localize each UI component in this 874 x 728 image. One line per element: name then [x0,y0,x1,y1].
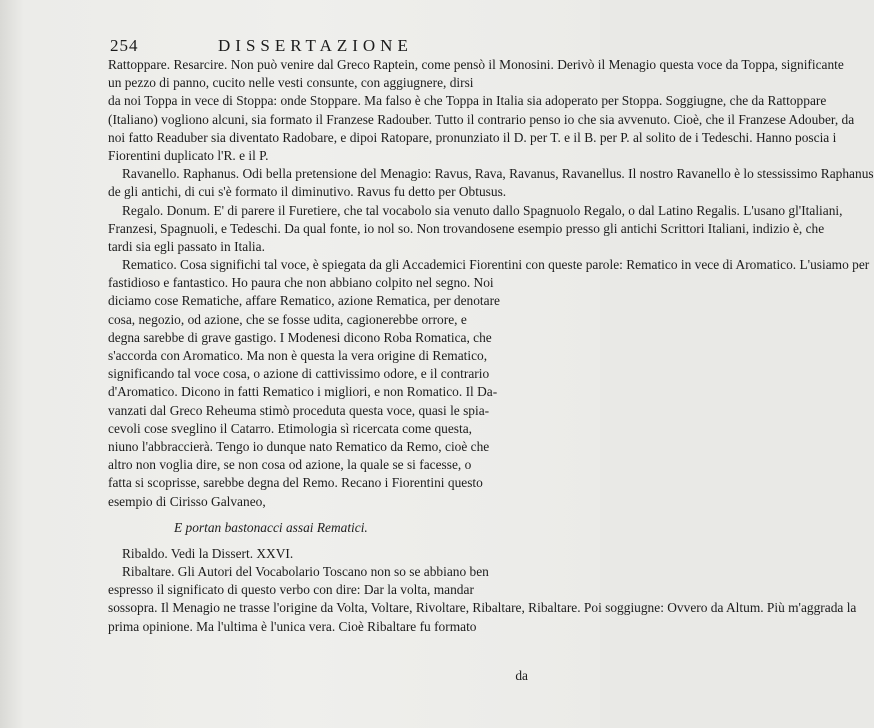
entry-ravanello: Ravanello. Raphanus. Odi bella pretensione del Menagio: Ravus, Rava, Ravanus, Ravanellus. Il nostro Ravanello è lo stessissimo Raphanus [122,166,874,182]
text-line: Fiorentini duplicato l'R. e il P. [108,147,269,163]
body-text [108,56,874,636]
spacer [108,537,548,545]
text-line: diciamo cose Rematiche, affare Rematico, azione Rematica, per denotare [108,293,500,309]
entry-rematico: Rematico. Cosa significhi tal voce, è spiegata da gli Accademici Fiorentini con queste parole: Rematico in vece di Aromatico. L'usiamo per [122,257,870,273]
text-line: vanzati dal Greco Reheuma stimò proceduta questa voce, quasi le spia- [108,402,490,418]
text-line: niuno l'abbraccierà. Tengo io dunque nato Rematico da Remo, cioè che [108,438,490,454]
text-line: s'accorda con Aromatico. Ma non è questa la vera origine di Rematico, [108,348,488,363]
text-line: esempio di Cirisso Galvaneo, [108,493,266,509]
text-line: prima opinione. Ma l'ultima è l'unica vera. Cioè Ribaltare fu formato [108,618,477,634]
entry-regalo: Regalo. Donum. E' di parere il Furetiere, che tal vocabolo sia venuto dallo Spagnuolo Regalo, o dal Latino Regalis. L'usano gl'Italiani, [122,202,843,218]
text-line: Rattoppare. Resarcire. Non può venire dal Greco Raptein, come pensò il Monosini. Derivò il Menagio questa voce da Toppa, significante [108,57,844,72]
text-line: significando tal voce cosa, o azione di cattivissimo odore, e il contrario [108,366,490,382]
text-line: (Italiano) vogliono alcuni, sia formato il Franzese Radouber. Tutto il contrario penso io che sia avvenuto. Cioè, che il Franzese Adouber, da [108,111,855,127]
spacer [108,511,548,519]
text-line: fatta si scoprisse, sarebbe degna del Remo. Recano i Fiorentini questo [108,475,483,491]
page-number: 254 [110,36,139,55]
text-line: de gli antichi, di cui s'è formato il diminutivo. Ravus fu detto per Obtusus. [108,184,507,200]
text-line: d'Aromatico. Dicono in fatti Rematico i migliori, e non Romatico. Il Da- [108,384,498,400]
text-line: degna sarebbe di grave gastigo. I Modenesi dicono Roba Romatica, che [108,329,492,345]
page-header [110,36,538,56]
entry-ribaldo: Ribaldo. Vedi la Dissert. XXVI. [122,545,294,561]
text-line: altro non voglia dire, se non cosa od azione, la quale se si facesse, o [108,457,472,473]
text-line: espresso il significato di questo verbo con dire: Dar la volta, mandar [108,582,474,598]
text-line: un pezzo di panno, cucito nelle vesti consunte, con aggiugnere, dirsi [108,75,474,91]
verse-quote: E portan bastonacci assai Rematici. [174,519,368,535]
entry-ribaltare: Ribaltare. Gli Autori del Vocabolario Toscano non so se abbiano ben [122,564,489,580]
text-line: Franzesi, Spagnuoli, e Tedeschi. Da qual fonte, io nol so. Non trovandosene esempio presso gli antichi Scrittori Italiani, indizio è, che [108,220,825,236]
text-line: noi fatto Readuber sia diventato Radobare, e dipoi Ratopare, pronunziato il D. per T. e il B. per P. al solito de i Tedeschi. Hanno poscia i [108,129,837,145]
text-line: cevoli cose sveglino il Catarro. Etimologia sì ricercata come questa, [108,420,473,436]
text-line: cosa, negozio, od azione, che se fosse udita, cagionerebbe orrore, e [108,311,467,327]
running-title: DISSERTAZIONE [218,36,413,55]
text-line: tardi sia egli passato in Italia. [108,238,265,254]
text-line: da noi Toppa in vece di Stoppa: onde Stoppare. Ma falso è che Toppa in Italia sia adoperato per Stoppa. Soggiugne, che da Rattoppare [108,93,827,109]
catchword: da [515,668,528,683]
text-line: fastidioso e fantastico. Ho paura che non abbiano colpito nel segno. Noi [108,275,494,291]
text-line: sossopra. Il Menagio ne trasse l'origine da Volta, Voltare, Rivoltare, Ribaltare, Ribaltare. Poi soggiugne: Ovvero da Altum. Più m'aggrada la [108,600,857,616]
